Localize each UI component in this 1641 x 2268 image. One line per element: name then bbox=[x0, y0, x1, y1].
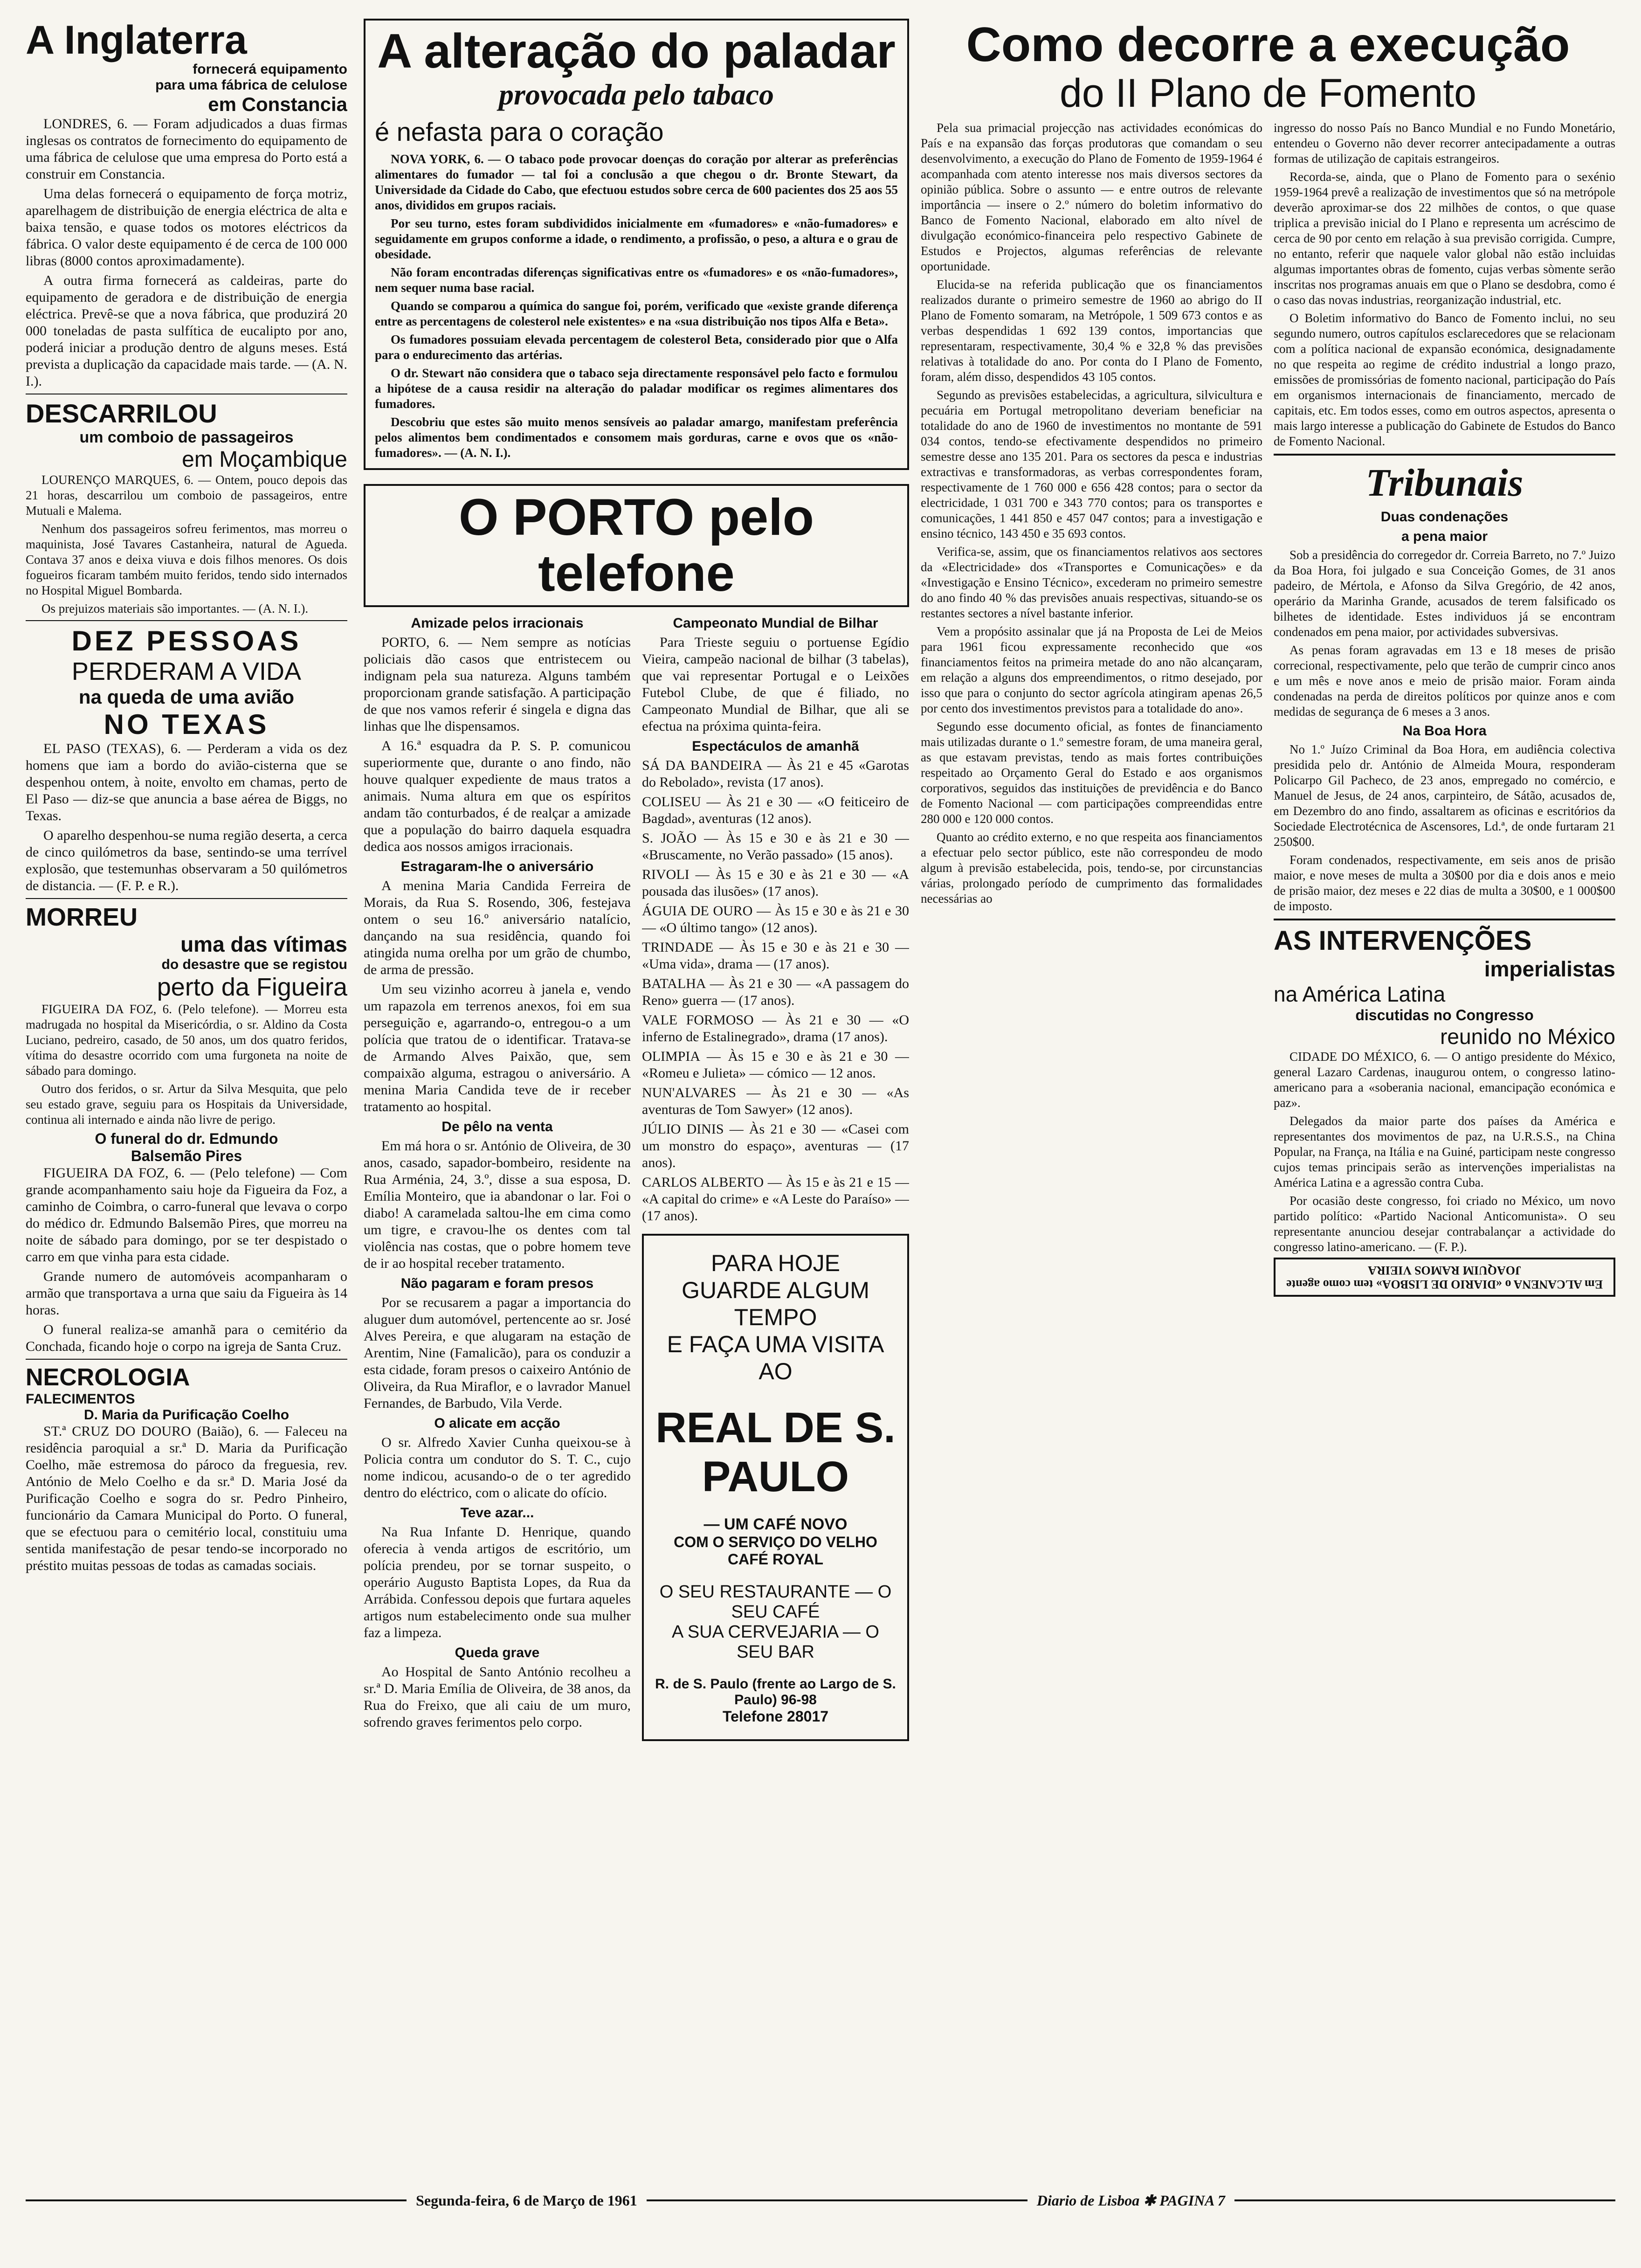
paragraph: CIDADE DO MÉXICO, 6. — O antigo presidente do México, general Lazaro Cardenas, inaugurou ontem, o congresso latino-americano para a «soberania nacional, emancipação económica e paz». bbox=[1274, 1050, 1615, 1110]
ad-line: O SEU RESTAURANTE — O SEU CAFÉ bbox=[659, 1582, 892, 1622]
list-item: JÚLIO DINIS — Às 21 e 30 — «Casei com um monstro do espaço», aventuras — (17 anos). bbox=[642, 1121, 909, 1170]
paragraph: Segundo as previsões estabelecidas, a agricultura, silvicultura e pecuária em Portugal metropolitano deveriam beneficiar na totalidade do ano de 1960 de investimentos no montante de 591 034 contos, tendo-se efectivamente despendidos no primeiro semestre desse ano 135 201. Para os sectores da pesca e industrias extractivas e transformadoras, as verbas correspondentes foram, respectivamente de 1 760 000 e 656 428 contos; para o sector da electricidade, 1 031 700 e 343 770 contos; para os transportes e comunicações, 1 441 850 e 457 047 contos; para a investigação e ensino técnico, 143 450 e 35 693 contos. bbox=[921, 388, 1262, 540]
list-item: VALE FORMOSO — Às 21 e 30 — «O inferno de Estalinegrado», drama (17 anos). bbox=[642, 1012, 909, 1044]
paragraph: Pela sua primacial projecção nas actividades económicas do País e na expansão das forças produtoras que comandam o seu desenvolvimento, a execução do Plano de Fomento de 1959-1964 é acompanhada com atento interesse nos mais diversos sectores da opinião pública. Sobre o assunto — e entre outros de relevante importância — insere o 2.º número do boletim informativo do Banco de Fomento Nacional, elaborado em alto nível de divulgação económico-financeira pelo respectivo Gabinete de Estudos e Projectos, algumas referências de relevante oportunidade. bbox=[921, 121, 1262, 273]
paragraph: LOURENÇO MARQUES, 6. — Ontem, pouco depois das 21 horas, descarrilou um comboio de passageiros, entre Mutuali e Malema. bbox=[26, 473, 347, 518]
headline: DESCARRILOU bbox=[26, 399, 217, 428]
paragraph: Por seu turno, estes foram subdivididos inicialmente em «fumadores» e «não-fumadores» e seguidamente em grupos conforme a idade, o rendimento, a profissão, o peso, a altura e o grau de obesidade. bbox=[375, 216, 898, 261]
subheadline: Amizade pelos irracionais bbox=[411, 615, 584, 631]
paragraph: Não foram encontradas diferenças significativas entre os «fumadores» e os «não-fumadores», nem sequer numa base racial. bbox=[375, 265, 898, 295]
paragraph: Recorda-se, ainda, que o Plano de Fomento para o sexénio 1959-1964 prevê a realização de investimentos que só na metrópole deverão aproximar-se dos 22 milhões de contos, o que quase triplica a previsão inicial do I Plano e representa um acréscimo de cerca de 90 por cento em relação à sua previsão corrigida. Cumpre, no entanto, referir que naquele valor global não estão incluidas algumas importantes obras de fomento, cujas verbas sòmente serão inscritas nos programas anuais em que o Plano se desdobra, como é o caso das novas industrias, reorganização industrial, etc. bbox=[1274, 170, 1615, 307]
list-item: CARLOS ALBERTO — Às 15 e às 21 e 15 — «A capital do crime» e «A Leste do Paraíso» — (17 anos). bbox=[642, 1175, 909, 1224]
paragraph: LONDRES, 6. — Foram adjudicados a duas firmas inglesas os contratos de fornecimento do equipamento de uma fábrica de celulose que uma empresa do Porto está a construir em Constancia. bbox=[26, 116, 347, 182]
paragraph: A outra firma fornecerá as caldeiras, parte do equipamento de geradora e de distribuição de energia eléctrica. Prevê-se que a nova fábrica, que produzirá 20 000 toneladas de pasta sulfítica de eucalipto por ano, poderá iniciar a produção dentro de alguns meses. Está prevista a duplicação da capacidade mais tarde. — (A. N. I.). bbox=[26, 273, 347, 389]
footer-rule bbox=[647, 2199, 1027, 2201]
advert-real-de-s-paulo bbox=[642, 1234, 909, 1741]
divider bbox=[26, 1359, 347, 1360]
article-inglaterra bbox=[26, 19, 347, 390]
fomento-columns bbox=[921, 120, 1615, 1297]
paragraph: Um seu vizinho acorreu à janela e, vendo um rapazola em terrenos anexos, foi em sua perseguição e, agarrando-o, entregou-o a um polícia que tratou de o identificar. Tratava-se de Armando Alves Paixão, que, sem compaixão alguma, estragou o aniversário. A menina Maria Candida teve de ir receber tratamento ao hospital. bbox=[364, 982, 631, 1114]
paragraph: Foram condenados, respectivamente, em seis anos de prisão maior, e nove meses de multa a 30$00 por dia e dois anos e meio de prisão maior, dez meses e 22 dias de multa a 30$00, e 1 000$00 de imposto. bbox=[1274, 853, 1615, 913]
paragraph: Quando se comparou a química do sangue foi, porém, verificado que «existe grande diferença entre as percentagens de colesterol nele existentes» e na «sua distribuição nos tipos Alfa e Beta». bbox=[375, 299, 898, 328]
paragraph: NOVA YORK, 6. — O tabaco pode provocar doenças do coração por alterar as preferências alimentares do fumador — tal foi a conclusão a que chegou o dr. Bronte Stewart, da Universidade da Cidade do Cabo, que efectuou estudos sobre cerca de 600 pacientes dos 25 aos 55 anos, divididos em grupos raciais. bbox=[375, 152, 898, 212]
subheadline: é nefasta para o coração bbox=[375, 117, 664, 146]
article-necrologia bbox=[26, 1363, 347, 1574]
paragraph: Delegados da maior parte dos países da América e representantes dos movimentos de paz, na U.R.S.S., na China Popular, na França, na Itália e na Guiné, participam neste congresso cujos temas principais serão as intervenções imperialistas na América Latina e a agressão contra Cuba. bbox=[1274, 1114, 1615, 1189]
paragraph: A 16.ª esquadra da P. S. P. comunicou superiormente que, durante o ano findo, não houve qualquer expediente de maus tratos a animais. Numa altura em que os espíritos andam tão conturbados, é de realçar a amizade que a população do bairro daquela esquadra dedica aos nossos amigos irracionais. bbox=[364, 738, 631, 854]
list-item: S. JOÃO — Às 15 e 30 e às 21 e 30 — «Bruscamente, no Verão passado» (15 anos). bbox=[642, 830, 909, 863]
subheadline: do desastre que se registou bbox=[161, 957, 347, 972]
column-left bbox=[26, 19, 347, 1577]
paragraph: EL PASO (TEXAS), 6. — Perderam a vida os dez homens que iam a bordo do avião-cisterna que se despenhou ontem, à noite, envolto em chamas, perto de El Paso — diz-se que anuncia a base aérea de Biggs, no Texas. bbox=[26, 741, 347, 823]
paragraph: A menina Maria Candida Ferreira de Morais, da Rua S. Rosendo, 306, festejava ontem o seu 16.º aniversário natalício, dançando na sua residência, quando foi atingida numa orelha por um grão de chumbo, de arma de pressão. bbox=[364, 878, 631, 977]
ad-line: E FAÇA UMA VISITA AO bbox=[667, 1331, 884, 1384]
paragraph: Por ocasião deste congresso, foi criado no México, um novo partido político: «Partido Nacional Anticomunista». O seu representante anunciou desejar contrabalançar a actividade do congresso latino-americano. — (F. P.). bbox=[1274, 1194, 1615, 1254]
list-item: COLISEU — Às 21 e 30 — «O feiticeiro de Bagdad», aventuras (12 anos). bbox=[642, 794, 909, 826]
headline: MORREU bbox=[26, 903, 138, 931]
paragraph: O sr. Alfredo Xavier Cunha queixou-se à Policia contra um condutor do S. T. C., cujo nome indicou, acusando-o de o ter agredido dentro do eléctrico, com o alicate do ofício. bbox=[364, 1435, 631, 1500]
page-footer bbox=[26, 2192, 1615, 2209]
article-descarrilou bbox=[26, 398, 347, 616]
paragraph: No 1.º Juízo Criminal da Boa Hora, em audiência colectiva presidida pelo dr. António de Almeida Moura, responderam Policarpo Gil Pacheco, de 23 anos, empregado no comércio, e Manuel de Jesus, de 24 anos, carpinteiro, de Sátão, acusados de, em Dezembro do ano findo, assaltarem as oficinas e escritórios da Sociedade Electrotécnica de Ascensores, Ld.ª, de onde furtaram 21 250$00. bbox=[1274, 742, 1615, 849]
paragraph: Quanto ao crédito externo, e no que respeita aos financiamentos a efectuar pelo sector público, este não correspondeu de modo algum à previsão estabelecida, pois, tendo-se, por circunstancias várias, prolongado período de cumprimento das formalidades necessárias ao bbox=[921, 830, 1262, 906]
paragraph: Os prejuizos materiais são importantes. — (A. N. I.). bbox=[41, 602, 309, 615]
subheadline: na América Latina bbox=[1274, 982, 1446, 1006]
subheadline: Na Boa Hora bbox=[1402, 723, 1487, 739]
paragraph: Ao Hospital de Santo António recolheu a sr.ª D. Maria Emília de Oliveira, de 38 anos, da Rua do Freixo, que ali caiu de um muro, sofrendo graves ferimentos pelo corpo. bbox=[364, 1664, 631, 1730]
ad-phone: Telefone 28017 bbox=[722, 1708, 829, 1725]
subheadline: uma das vítimas bbox=[180, 932, 347, 956]
upside-down-notice: Em ALCANENA o «DIARIO DE LISBOA» tem como agente JOAQUIM RAMOS VIEIRA bbox=[1274, 1258, 1615, 1297]
subheadline: Espectáculos de amanhã bbox=[692, 739, 859, 754]
footer-rule bbox=[1234, 2199, 1615, 2201]
article-dez-pessoas bbox=[26, 625, 347, 894]
subheadline: em Moçambique bbox=[182, 447, 347, 472]
subheadline: Campeonato Mundial de Bilhar bbox=[673, 615, 878, 631]
showtimes-list bbox=[642, 757, 909, 1224]
paragraph: ingresso do nosso País no Banco Mundial e no Fundo Monetário, entendeu o Governo não dever recorrer antecipadamente a outras formas de utilização de capitais estrangeiros. bbox=[1274, 121, 1615, 166]
list-item: NUN'ALVARES — Às 21 e 30 — «As aventuras de Tom Sawyer» (12 anos). bbox=[642, 1085, 909, 1117]
subheadline: em Constancia bbox=[208, 93, 347, 115]
subheadline: para uma fábrica de celulose bbox=[155, 77, 347, 93]
porto-columns bbox=[364, 612, 909, 1741]
subheadline: um comboio de passageiros bbox=[79, 429, 294, 446]
headline: DEZ PESSOAS bbox=[71, 625, 302, 657]
ad-address: R. de S. Paulo (frente ao Largo de S. Paulo) 96-98 bbox=[655, 1676, 896, 1708]
paragraph: Uma delas fornecerá o equipamento de força motriz, aparelhagem de distribuição de energia eléctrica de alta e baixa tensão, e quase todos os motores eléctricos da fábrica. O valor deste equipamento é de cerca de 100 000 libras (8000 contos aproximadamente). bbox=[26, 186, 347, 269]
subheadline: perto da Figueira bbox=[157, 973, 347, 1001]
headline: A alteração do paladar bbox=[377, 24, 896, 78]
paragraph: Para Trieste seguiu o portuense Egídio Vieira, campeão nacional de bilhar (3 tabelas), que vai representar Portugal e o Leixões Futebol Clube, de que é filiado, no Campeonato Mundial de Bilhar, que ali se efectua na próxima quinta-feira. bbox=[642, 635, 909, 734]
paragraph: FIGUEIRA DA FOZ, 6. (Pelo telefone). — Morreu esta madrugada no hospital da Misericórdia, o sr. Aldino da Costa Luciano, pedreiro, casado, de 50 anos, um dos quatro feridos, vítima do desastre ocorrido com uma furgoneta na noite de sábado para domingo. bbox=[26, 1002, 347, 1078]
paragraph: O dr. Stewart não considera que o tabaco seja directamente responsável pelo facto e formulou a hipótese de a causa residir na alteração do paladar modificar os regimes alimentares dos fumadores. bbox=[375, 366, 898, 411]
list-item: SÁ DA BANDEIRA — Às 21 e 45 «Garotas do Rebolado», revista (17 anos). bbox=[642, 758, 909, 790]
divider bbox=[26, 898, 347, 899]
headline: Tribunais bbox=[1365, 461, 1524, 505]
subheadline: FALECIMENTOS bbox=[26, 1391, 135, 1407]
subheadline: Estragaram-lhe o aniversário bbox=[400, 859, 594, 874]
paragraph: ST.ª CRUZ DO DOURO (Baião), 6. — Faleceu na residência paroquial a sr.ª D. Maria da Purificação Coelho, mãe estremosa do pároco da freguesia, rev. António de Melo Coelho e da sr.ª D. Maria José da Purificação Coelho e sogra do sr. Pedro Pinheiro, funcionário da Camara Municipal do Porto. O funeral, que se efectuou para o cemitério local, constituiu uma sentida manifestação de pesar tendo-se incorporado no préstito muitas pessoas de todas as camadas sociais. bbox=[26, 1424, 347, 1573]
subheadline: Queda grave bbox=[455, 1645, 540, 1660]
subheadline: O alicate em acção bbox=[434, 1416, 560, 1431]
article-tribunais bbox=[1274, 460, 1615, 914]
headline: do II Plano de Fomento bbox=[1059, 71, 1476, 116]
headline: NECROLOGIA bbox=[26, 1364, 190, 1391]
subheadline: provocada pelo tabaco bbox=[498, 78, 774, 111]
subheadline: O funeral do dr. Edmundo bbox=[95, 1130, 278, 1147]
ad-line: COM O SERVIÇO DO VELHO CAFÉ ROYAL bbox=[674, 1534, 877, 1568]
paragraph: O funeral realiza-se amanhã para o cemitério da Conchada, ficando hoje o corpo na igreja de Santa Cruz. bbox=[26, 1322, 347, 1354]
porto-col-left bbox=[364, 612, 631, 1741]
subheadline: Duas condenações bbox=[1380, 509, 1509, 525]
article-funeral bbox=[26, 1130, 347, 1355]
article-morreu bbox=[26, 903, 347, 1127]
paragraph: Nenhum dos passageiros sofreu ferimentos, mas morreu o maquinista, José Tavares Castanheira, natural de Agueda. Contava 37 anos e deixa viuva e dois filhos menores. Os dois fogueiros ficaram também muito feridos, tendo sido internados no Hospital Miguel Bombarda. bbox=[26, 522, 347, 597]
list-item: OLIMPIA — Às 15 e 30 e às 21 e 30 — «Romeu e Julieta» — cómico — 12 anos. bbox=[642, 1049, 909, 1081]
divider bbox=[1274, 919, 1615, 920]
divider bbox=[1274, 454, 1615, 456]
paragraph: O aparelho despenhou-se numa região deserta, a cerca de cinco quilómetros da base, sentindo-se uma terrível explosão, que testemunhas observaram a 50 quilómetros de distancia. — (F. P. e R.). bbox=[26, 828, 347, 893]
paragraph: Vem a propósito assinalar que já na Proposta de Lei de Meios para 1961 ficou expressamente reconhecido que «os financiamentos feitos na primeira metade do ano não alcançaram, em relação a alguns dos empreendimentos, o ritmo desejado, por isso que para o conjunto do sector agrícola atingiram apenas 26,5 por cento dos investimentos previstos para a totalidade do ano». bbox=[921, 624, 1262, 715]
paragraph: As penas foram agravadas em 13 e 18 meses de prisão correcional, respectivamente, pelo que terão de cumprir cinco anos e um mês e nove anos e meio de prisão maior. Foram ainda condenadas na perda de direitos políticos por quinze anos e com medidas de segurança de 6 meses a 3 anos. bbox=[1274, 643, 1615, 719]
paragraph: FIGUEIRA DA FOZ, 6. — (Pelo telefone) — Com grande acompanhamento saiu hoje da Figueira da Foz, a caminho de Coimbra, o carro-funeral que levava o corpo do médico dr. Edmundo Balsemão Pires, que morreu na noite de sábado para domingo, por se ter despistado o carro em que vinha para esta cidade. bbox=[26, 1165, 347, 1265]
subheadline: reunido no México bbox=[1440, 1024, 1615, 1049]
headline: PERDERAM A VIDA bbox=[71, 657, 302, 685]
headline: O PORTO pelo telefone bbox=[459, 489, 814, 602]
article-intervencoes bbox=[1274, 925, 1615, 1297]
footer-rule bbox=[26, 2199, 407, 2201]
paragraph: Elucida-se na referida publicação que os financiamentos realizados durante o primeiro semestre de 1960 ao abrigo do II Plano de Fomento somaram, na Metrópole, 1 509 673 contos e as verbas despendidas 1 692 139 contos, importancias que representaram, respectivamente, 30,4 % e 32,8 % das previsões relativas à totalidade do ano. Por conta do I Plano de Fomento, foram, além disso, despendidos 43 105 contos. bbox=[921, 277, 1262, 384]
ad-line: A SUA CERVEJARIA — O SEU BAR bbox=[672, 1622, 879, 1662]
paragraph: O Boletim informativo do Banco de Fomento inclui, no seu segundo numero, outros capítulos esclarecedores que se relacionam com a política nacional de expansão económica, designadamente no que respeita ao regime de crédito industrial a longo prazo, emissões de promissórias de fomento nacional, participação do País em organismos internacionais de financiamento, mercado de capitais, etc. Em todos esses, como em outros aspectos, apresenta o mais largo interesse a publicação do Gabinete de Estudos do Banco de Fomento Nacional. bbox=[1274, 311, 1615, 448]
subheadline: a pena maior bbox=[1401, 529, 1488, 544]
subheadline: Balsemão Pires bbox=[131, 1148, 242, 1164]
paragraph: Descobriu que estes são muito menos sensíveis ao paladar amargo, manifestam preferência pelos alimentos bem condimentados e consomem mais gorduras, carne e ovos que os «não-fumadores». — (A. N. I.). bbox=[375, 415, 898, 460]
subheadline: D. Maria da Purificação Coelho bbox=[83, 1407, 290, 1423]
paragraph: Em má hora o sr. António de Oliveira, de 30 anos, casado, sapador-bombeiro, residente na Rua Arménia, 24, 3.º, disse a sua esposa, D. Emília Monteiro, que ia abandonar o lar. Foi o diabo! A caramelada saltou-lhe em cima como um tigre, e cravou-lhe os dentes com tal violência nas costas, que o pobre homem teve de ir ao hospital receber tratamento. bbox=[364, 1138, 631, 1271]
paragraph: Sob a presidência do corregedor dr. Correia Barreto, no 7.º Juizo da Boa Hora, foi julgado e sua Conceição Gomes, de 31 anos padeiro, de Mértola, e Afonso da Silva Gregório, de 42 anos, operário da Marinha Grande, acusados de terem falsificado os bilhetes de identidade. Estes individuos já se encontram condenados em pena maior, por actividades subversivas. bbox=[1274, 548, 1615, 639]
subheadline: De pêlo na venta bbox=[441, 1119, 553, 1134]
article-paladar bbox=[364, 19, 909, 470]
headline: AS INTERVENÇÕES bbox=[1274, 926, 1532, 956]
divider bbox=[26, 620, 347, 621]
column-right bbox=[921, 19, 1615, 1297]
ad-line: PARA HOJE bbox=[711, 1250, 840, 1276]
paragraph: Os fumadores possuiam elevada percentagem de colesterol Beta, considerado pior que o Alfa para o endurecimento das artérias. bbox=[375, 332, 898, 362]
subheadline: discutidas no Congresso bbox=[1355, 1007, 1534, 1023]
headline: A Inglaterra bbox=[26, 19, 247, 62]
subheadline: Teve azar... bbox=[460, 1505, 534, 1521]
column-center bbox=[364, 19, 909, 1741]
porto-col-right bbox=[642, 612, 909, 1741]
footer-page: Diario de Lisboa ✱ PAGINA 7 bbox=[1036, 2192, 1225, 2209]
ad-title: REAL DE S. PAULO bbox=[655, 1404, 896, 1500]
fomento-col-right bbox=[1274, 120, 1615, 1297]
list-item: ÁGUIA DE OURO — Às 15 e 30 e às 21 e 30 — «O último tango» (12 anos). bbox=[642, 903, 909, 935]
subheadline: Não pagaram e foram presos bbox=[400, 1276, 594, 1291]
fomento-col-left bbox=[921, 120, 1262, 1297]
paragraph: Na Rua Infante D. Henrique, quando oferecia à venda artigos de escritório, um polícia prendeu, por se tornar suspeito, o operário Augusto Baptista Lopes, da Rua da Arrábida. Confessou depois que furtara aqueles artigos num estabelecimento onde sua mulher faz a limpeza. bbox=[364, 1524, 631, 1640]
subheadline: imperialistas bbox=[1484, 957, 1615, 981]
porto-banner bbox=[364, 484, 909, 607]
paragraph: Outro dos feridos, o sr. Artur da Silva Mesquita, que pelo seu estado grave, seguiu para os Hospitais da Universidade, continua ali internado e ainda não livre de perigo. bbox=[26, 1082, 347, 1127]
headline: NO TEXAS bbox=[103, 709, 269, 740]
list-item: BATALHA — Às 21 e 30 — «A passagem do Reno» guerra — (17 anos). bbox=[642, 976, 909, 1008]
subheadline: na queda de uma avião bbox=[78, 686, 295, 708]
paragraph: Segundo esse documento oficial, as fontes de financiamento mais utilizadas durante o 1.º semestre foram, de uma maneira geral, as que estavam previstas, tendo as mais fortes contribuições respeitado ao Orçamento Geral do Estado e aos organismos corporativos, seguidos das instituições de previdência e do Banco de Fomento Nacional — com participações compreendidas entre 280 000 e 120 000 contos. bbox=[921, 719, 1262, 826]
list-item: TRINDADE — Às 15 e 30 e às 21 e 30 — «Uma vida», drama — (17 anos). bbox=[642, 940, 909, 972]
ad-line: GUARDE ALGUM TEMPO bbox=[682, 1277, 869, 1330]
paragraph: PORTO, 6. — Nem sempre as notícias policiais dão casos que entristecem ou indignam pela sua natureza. Alguns também proporcionam grande satisfação. A participação de que nos vamos referir é singela e digna das linhas que lhe dispensamos. bbox=[364, 635, 631, 734]
ad-line: — UM CAFÉ NOVO bbox=[703, 1515, 848, 1533]
subheadline: fornecerá equipamento bbox=[193, 62, 347, 77]
footer-date: Segunda-feira, 6 de Março de 1961 bbox=[416, 2192, 637, 2209]
paragraph: Por se recusarem a pagar a importancia do aluguer dum automóvel, pertencente ao sr. José Alves Pereira, e que alugaram na estação de Arentim, Nine (Famalicão), para os conduzir a esta cidade, foram presos o caixeiro António de Oliveira, da Rua Miraflor, e o lavrador Manuel Fernandes, de Barbudo, Vila Verde. bbox=[364, 1295, 631, 1411]
paragraph: Verifica-se, assim, que os financiamentos relativos aos sectores da «Electricidade» dos «Transportes e Comunicações» e da «Investigação e Ensino Técnico», excederam no primeiro semestre do ano findo 40 % das previsões anuais respectivas, situando-se os restantes sectores a nível bastante inferior. bbox=[921, 545, 1262, 620]
article-fomento bbox=[921, 19, 1615, 1297]
headline: Como decorre a execução bbox=[966, 19, 1570, 72]
list-item: RIVOLI — Às 15 e 30 e às 21 e 30 — «A pousada das ilusões» (17 anos). bbox=[642, 867, 909, 899]
paragraph: Grande numero de automóveis acompanharam o armão que transportava a urna que saiu da Figueira às 14 horas. bbox=[26, 1269, 347, 1318]
